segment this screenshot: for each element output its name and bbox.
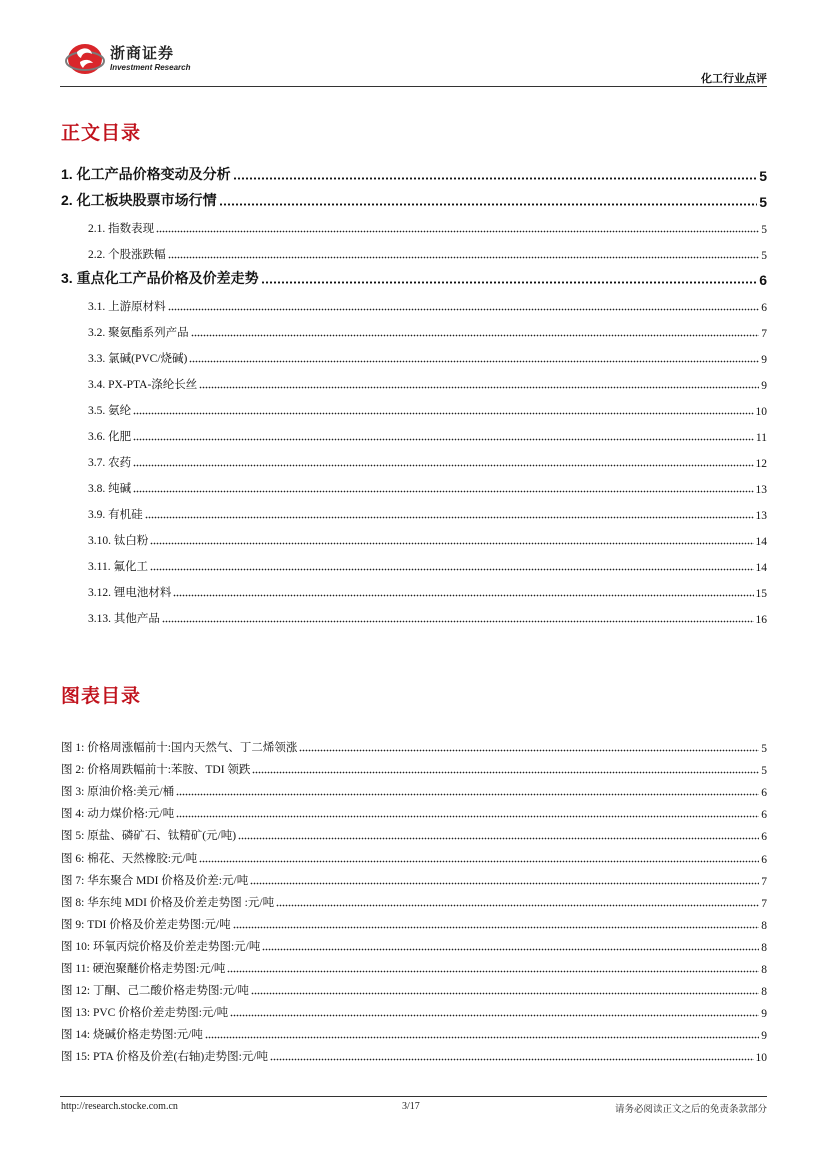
figure-entry-label: 图 7: 华东聚合 MDI 价格及价差:元/吨 (61, 874, 249, 887)
figure-entry[interactable] (61, 868, 767, 890)
toc-entry[interactable] (61, 550, 767, 576)
footer-url[interactable]: http://research.stocke.com.cn (61, 1101, 178, 1112)
figure-entry-page: 6 (761, 853, 767, 866)
toc-entry-label: 3.4. PX-PTA-涤纶长丝 (88, 379, 198, 391)
figure-entry-page: 9 (761, 1008, 767, 1021)
toc-entry-page: 5 (761, 224, 767, 236)
toc-dot-leader (133, 438, 754, 441)
toc-entry-page: 12 (755, 458, 767, 470)
toc-entry-label: 3.1. 上游原材料 (88, 301, 166, 313)
figure-entry-label: 图 1: 价格周涨幅前十:国内天然气、丁二烯领涨 (61, 742, 298, 755)
toc-entry-page: 5 (761, 250, 767, 262)
toc-entry-label: 2.1. 指数表现 (88, 223, 155, 235)
figure-dot-leader (276, 904, 759, 907)
toc-entry-label: 3.5. 氨纶 (88, 405, 132, 417)
toc-entry[interactable] (61, 394, 767, 420)
toc-entry-label: 3.3. 氯碱(PVC/烧碱) (88, 353, 188, 365)
toc-entry-page: 11 (755, 432, 767, 444)
toc-entry-page: 7 (761, 328, 767, 340)
figure-entry-page: 8 (761, 964, 767, 977)
figure-entry-page: 6 (761, 831, 767, 844)
toc-entry-label: 3.11. 氟化工 (88, 561, 148, 573)
figure-dot-leader (227, 970, 759, 973)
figure-dot-leader (252, 771, 759, 774)
figure-dot-leader (262, 948, 759, 951)
figure-entry-label: 图 3: 原油价格:美元/桶 (61, 786, 175, 799)
figure-entry-page: 9 (761, 1030, 767, 1043)
figure-entry-label: 图 12: 丁酮、己二酸价格走势图:元/吨 (61, 985, 249, 998)
toc-dot-leader (133, 412, 753, 415)
toc-entry[interactable] (61, 160, 767, 186)
toc-dot-leader (156, 230, 759, 233)
zheshang-logo-icon (65, 40, 105, 76)
figure-entry-page: 6 (761, 809, 767, 822)
page-header (0, 0, 827, 92)
toc-entry-label: 3. 重点化工产品价格及价差走势 (61, 270, 259, 286)
toc-dot-leader (191, 334, 760, 337)
footer-divider (60, 1096, 767, 1097)
figure-entry-label: 图 13: PVC 价格价差走势图:元/吨 (61, 1007, 229, 1020)
toc-entry[interactable] (61, 498, 767, 524)
figure-entry-page: 7 (761, 875, 767, 888)
toc-entry-page: 13 (755, 510, 767, 522)
figure-dot-leader (199, 860, 759, 863)
toc-entry[interactable] (61, 576, 767, 602)
toc-dot-leader (133, 464, 753, 467)
figure-entry-page: 8 (761, 986, 767, 999)
figure-entry-page: 10 (755, 1052, 767, 1065)
toc-dot-leader (162, 620, 754, 623)
figure-dot-leader (230, 1014, 759, 1017)
toc-entry-page: 9 (761, 354, 767, 366)
toc-entry-page: 5 (759, 194, 767, 210)
toc-dot-leader (199, 386, 759, 389)
toc-entry[interactable] (61, 368, 767, 394)
toc-entry-label: 3.2. 聚氨酯系列产品 (88, 327, 189, 339)
figure-entry-label: 图 4: 动力煤价格:元/吨 (61, 808, 175, 821)
toc-entry[interactable] (61, 290, 767, 316)
brand-subtitle: Investment Research (110, 63, 191, 72)
toc-entry[interactable] (61, 186, 767, 212)
figure-entry[interactable] (61, 757, 767, 779)
toc-dot-leader (219, 203, 758, 206)
figure-dot-leader (251, 992, 759, 995)
toc-entry[interactable] (61, 342, 767, 368)
figure-entry-page: 5 (761, 765, 767, 778)
toc-dot-leader (189, 360, 759, 363)
toc-entry[interactable] (61, 420, 767, 446)
toc-entry-page: 9 (761, 380, 767, 392)
figure-dot-leader (238, 837, 759, 840)
figure-dot-leader (176, 815, 759, 818)
figure-entry[interactable] (61, 934, 767, 956)
figure-entry[interactable] (61, 1044, 767, 1066)
figure-entry-label: 图 8: 华东纯 MDI 价格及价差走势图 :元/吨 (61, 896, 275, 909)
figure-entry-page: 7 (761, 897, 767, 910)
toc-entry[interactable] (61, 316, 767, 342)
toc-entry-page: 13 (755, 484, 767, 496)
figure-entry[interactable] (61, 978, 767, 1000)
toc-entry-label: 3.6. 化肥 (88, 431, 132, 443)
toc-entry-page: 6 (761, 302, 767, 314)
header-divider (60, 86, 767, 87)
brand-name: 浙商证券 (110, 44, 175, 62)
toc-dot-leader (145, 516, 754, 519)
toc-dot-leader (150, 568, 754, 571)
figure-entry[interactable] (61, 912, 767, 934)
toc-entry[interactable] (61, 446, 767, 472)
figure-entry[interactable] (61, 956, 767, 978)
figure-dot-leader (270, 1058, 753, 1061)
figure-entry[interactable] (61, 890, 767, 912)
toc-entry-page: 15 (755, 588, 767, 600)
figure-dot-leader (299, 749, 759, 752)
toc-list (61, 160, 767, 628)
toc-entry-label: 3.10. 钛白粉 (88, 535, 149, 547)
figure-entry[interactable] (61, 1022, 767, 1044)
figure-entry-label: 图 9: TDI 价格及价差走势图:元/吨 (61, 918, 231, 931)
toc-entry-label: 2. 化工板块股票市场行情 (61, 192, 217, 208)
figures-title: 图表目录 (61, 685, 142, 707)
figure-entry-label: 图 15: PTA 价格及价差(右轴)走势图:元/吨 (61, 1051, 269, 1064)
toc-entry-label: 3.12. 锂电池材料 (88, 587, 172, 599)
figures-list (61, 735, 767, 1066)
figure-entry-label: 图 11: 硬泡聚醚价格走势图:元/吨 (61, 963, 226, 976)
toc-entry[interactable] (61, 238, 767, 264)
toc-entry-label: 3.7. 农药 (88, 457, 132, 469)
figure-entry[interactable] (61, 735, 767, 757)
toc-entry-label: 1. 化工产品价格变动及分析 (61, 166, 231, 182)
toc-title: 正文目录 (61, 122, 142, 144)
figure-dot-leader (176, 793, 759, 796)
figure-entry[interactable] (61, 779, 767, 801)
figure-entry-page: 5 (761, 743, 767, 756)
toc-dot-leader (168, 308, 760, 311)
figure-entry-page: 8 (761, 919, 767, 932)
figure-entry-label: 图 5: 原盐、磷矿石、钛精矿(元/吨) (61, 830, 237, 843)
brand-block (110, 44, 190, 73)
toc-entry-label: 3.13. 其他产品 (88, 613, 160, 625)
figure-dot-leader (205, 1036, 759, 1039)
toc-entry-page: 14 (755, 562, 767, 574)
toc-dot-leader (133, 490, 753, 493)
figure-entry-label: 图 2: 价格周跌幅前十:苯胺、TDI 领跌 (61, 764, 251, 777)
figure-entry-page: 6 (761, 787, 767, 800)
toc-dot-leader (261, 281, 758, 284)
figure-entry[interactable] (61, 801, 767, 823)
toc-entry-label: 3.9. 有机硅 (88, 509, 143, 521)
figure-entry[interactable] (61, 845, 767, 867)
toc-dot-leader (168, 256, 760, 259)
figure-entry-label: 图 6: 棉花、天然橡胶:元/吨 (61, 852, 198, 865)
toc-entry[interactable] (61, 472, 767, 498)
figure-entry-label: 图 10: 环氧丙烷价格及价差走势图:元/吨 (61, 940, 261, 953)
toc-dot-leader (173, 594, 753, 597)
report-type-label: 化工行业点评 (701, 72, 767, 85)
toc-dot-leader (233, 177, 758, 180)
toc-entry-page: 5 (759, 168, 767, 184)
toc-entry-page: 6 (759, 272, 767, 288)
figure-entry-label: 图 14: 烧碱价格走势图:元/吨 (61, 1029, 203, 1042)
figure-entry-page: 8 (761, 941, 767, 954)
footer-disclaimer: 请务必阅读正文之后的免责条款部分 (614, 1104, 767, 1115)
figure-dot-leader (250, 882, 759, 885)
toc-dot-leader (150, 542, 753, 545)
figure-entry[interactable] (61, 1000, 767, 1022)
toc-entry[interactable] (61, 212, 767, 238)
figure-dot-leader (233, 926, 760, 929)
toc-entry[interactable] (61, 264, 767, 290)
toc-entry[interactable] (61, 602, 767, 628)
toc-entry-page: 14 (755, 536, 767, 548)
toc-entry[interactable] (61, 524, 767, 550)
toc-entry-label: 3.8. 纯碱 (88, 483, 132, 495)
figure-entry[interactable] (61, 823, 767, 845)
toc-entry-page: 16 (755, 614, 767, 626)
toc-entry-page: 10 (755, 406, 767, 418)
toc-entry-label: 2.2. 个股涨跌幅 (88, 249, 166, 261)
footer-page-number: 3/17 (402, 1101, 420, 1112)
